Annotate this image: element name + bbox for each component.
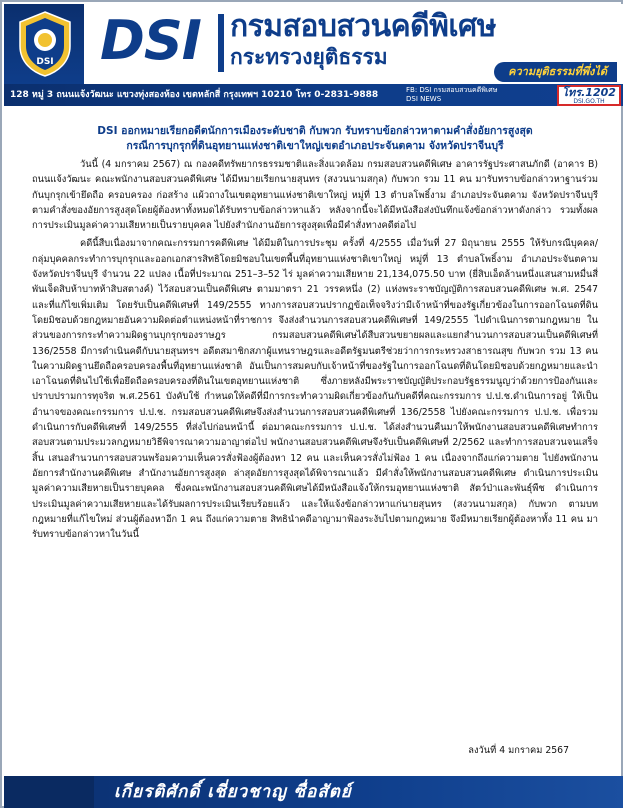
brand-name: DSI (100, 9, 201, 72)
dsi-emblem-icon (14, 10, 76, 78)
website-link[interactable]: DSI.GO.TH (573, 98, 605, 105)
article-headline (32, 124, 598, 154)
dateline: ลงวันที่ 4 มกราคม 2567 (468, 745, 569, 756)
headline-line-2: กรณีการบุกรุกที่ดินอุทยานแห่งชาติเขาใหญ่เขตอำเภอประจันตคาม จังหวัดปราจีนบุรี (126, 140, 504, 152)
facebook-link[interactable]: FB: DSI กรมสอบสวนคดีพิเศษ (406, 86, 498, 94)
footer-motto: เกียรติศักดิ์ เชี่ยวชาญ ซื่อสัตย์ (114, 782, 352, 802)
slogan-banner: ความยุติธรรมที่พึ่งได้ (494, 62, 617, 82)
letterhead (4, 4, 623, 84)
ministry-name: กระทรวงยุติธรรม (230, 45, 388, 69)
paragraph-2: คดีนี้สืบเนื่องมาจากคณะกรรมการคดีพิเศษ ได้มีมติในการประชุม ครั้งที่ 4/2555 เมื่อวันที่ 27 มิถุนายน 2555 ให้รับกรณีบุคคล/กลุ่มบุคคลกระทำการบุกรุกและออกเอกสารสิทธิโดยมิชอบในเขตพื้นที่อุทยานแห่งชาติเขาใหญ่ หมู่ที่ 13 ตำบลโพธิ์งาม อำเภอประจันตคาม จังหวัดปราจีนบุรี จำนวน 22 แปลง เนื้อที่ประมาณ 251–3–52 ไร่ มูลค่าความเสียหาย 21,134,075.50 บาท (ยี่สิบเอ็ดล้านหนึ่งแสนสามหมื่นสี่พันเจ็ดสิบห้าบาทห้าสิบสตางค์) ไว้สอบสวนเป็นคดีพิเศษ ตามมาตรา 21 วรรคหนึ่ง (2) แห่งพระราชบัญญัติการสอบสวนคดีพิเศษ พ.ศ. 2547 และที่แก้ไขเพิ่มเติม โดยรับเป็นคดีพิเศษที่ 149/2555 ทางการสอบสวนปรากฏข้อเท็จจริงว่ามีเจ้าหน้าที่ของรัฐเกี่ยวข้องในการออกโฉนดที่ดินโดยมิชอบด้วยกฎหมายอันความผิดต่อตำแหน่งหน้าที่ราชการ จึงส่งสำนวนการสอบสวนคดีพิเศษที่ 149/2555 ไปดำเนินการตามกฎหมาย ในส่วนของการกระทำความผิดฐานบุกรุกของราษฎร กรมสอบสวนคดีพิเศษได้สืบสวนขยายผลและแยกสำนวนการสอบสวนเป็นคดีพิเศษที่ 136/2558 มีการดำเนินคดีกับนายสุนทรฯ อดีตสมาชิกสภาผู้แทนราษฎรและอดีตรัฐมนตรีช่วยว่าการกระทรวงสาธารณสุข กับพวก รวม 13 คน ในความผิดฐานยึดถือครอบครองพื้นที่อุทยานแห่งชาติ อันเป็นการสมคบกับเจ้าหน้าที่ของรัฐในการออกโฉนดที่ดินโดยมิชอบด้วยกฎหมายและนำเอาโฉนดที่ดินไปใช้เพื่อยึดถือครอบครองที่ดินในเขตอุทยานแห่งชาติ ซึ่งภายหลังมีพระราชบัญญัติประกอบรัฐธรรมนูญว่าด้วยการป้องกันและปราบปรามการทุจริต พ.ศ.2561 บังคับใช้ กำหนดให้คดีที่มีการกระทำความผิดเกี่ยวข้องกันกับคดีที่คณะกรรมการ ป.ป.ช.ดำเนินการอยู่ ให้เป็นอำนาจของคณะกรรมการ ป.ป.ช. กรมสอบสวนคดีพิเศษจึงส่งสำนวนการสอบสวนคดีพิเศษที่ 136/2558 ไปยังคณะกรรมการ ป.ป.ช. เพื่อรวมดำเนินการกับคดีพิเศษที่ 149/2555 ที่ส่งไปก่อนหน้านี้ ต่อมาคณะกรรมการ ป.ป.ช. ได้ส่งสำนวนคืนมาให้พนักงานสอบสวนคดีพิเศษทำการสอบสวนตามประมวลกฎหมายวิธีพิจารณาความอาญาต่อไป พนักงานสอบสวนคดีพิเศษจึงรับเป็นคดีพิเศษที่ 2/2562 และทำการสอบสวนจนเสร็จสิ้น เสนอสำนวนการสอบสวนพร้อมความเห็นควรสั่งฟ้องผู้ต้องหา 12 คน และเห็นควรสั่งไม่ฟ้อง 1 คน เนื่องจากถึงแก่ความตาย ไปยังพนักงานอัยการสำนักงานคดีพิเศษ สำนักงานอัยการสูงสุด ล่าสุดอัยการสูงสุดได้พิจารณาแล้ว มีคำสั่งให้พนักงานสอบสวนคดีพิเศษ ดำเนินการประเมินมูลค่าความเสียหายเป็นรายบุคคล ซึ่งคณะพนักงานสอบสวนคดีพิเศษได้มีหนังสือแจ้งให้กรมอุทยานแห่งชาติ สัตว์ป่าและพันธุ์พืช ดำเนินการประเมินมูลค่าความเสียหายและได้รับผลการประเมินเรียบร้อยแล้ว และให้แจ้งข้อกล่าวหาแก่นายสุนทร (สงวนนามสกุล) กับพวก ตามบทกฎหมายที่แก้ไขใหม่ ส่วนผู้ต้องหาอีก 1 คน ถึงแก่ความตาย สิทธินำคดีอาญามาฟ้องระงับไปตามกฎหมาย จึงมีหมายเรียกผู้ต้องหาทั้ง 11 คน มารับทราบข้อกล่าวหาในวันนี้ (32, 238, 598, 541)
article-body (32, 124, 598, 542)
department-name: กรมสอบสวนคดีพิเศษ (230, 9, 496, 44)
social-links (406, 86, 497, 104)
news-link[interactable]: DSI NEWS (406, 95, 442, 103)
footer-accent (4, 776, 94, 808)
emblem-caption: DSI (36, 57, 54, 67)
hotline-number: โทร.1202 (562, 86, 616, 99)
header-divider (218, 14, 224, 72)
paragraph-1: วันนี้ (4 มกราคม 2567) ณ กองคดีทรัพยากรธรรมชาติและสิ่งแวดล้อม กรมสอบสวนคดีพิเศษ อาคารรัฐประศาสนภักดี (อาคาร B) ถนนแจ้งวัฒนะ คณะพนักงานสอบสวนคดีพิเศษ ได้มีหมายเรียกนายสุนทร (สงวนนามสกุล) กับพวก รวม 11 คน มารับทราบข้อกล่าวหาฐานร่วมกันบุกรุกเข้ายึดถือ ครอบครอง ก่อสร้าง แผ้วถางในเขตอุทยานแห่งชาติเขาใหญ่ หมู่ที่ 13 ตำบลโพธิ์งาม อำเภอประจันตคาม จังหวัดปราจีนบุรี ตามคำสั่งของอัยการสูงสุดโดยผู้ต้องหาทั้งหมดได้รับทราบข้อกล่าวหาแล้ว หลังจากนี้จะได้มีหนังสือส่งบันทึกแจ้งข้อกล่าวหาดังกล่าว รวมทั้งผลการประเมินมูลค่าความเสียหายเป็นรายบุคคล ไปยังสำนักงานอัยการสูงสุดเพื่อมีคำสั่งทางคดีต่อไป (32, 159, 598, 232)
hotline-badge (557, 85, 621, 106)
address-bar (4, 84, 623, 106)
footer-bar (4, 776, 623, 808)
headline-line-1: DSI ออกหมายเรียกอดีตนักการเมืองระดับชาติ กับพวก รับทราบข้อกล่าวหาตามคำสั่งอัยการสูงสุด (97, 125, 533, 137)
logo-panel (4, 4, 84, 84)
office-address: 128 หมู่ 3 ถนนแจ้งวัฒนะ แขวงทุ่งสองห้อง เขตหลักสี่ กรุงเทพฯ 10210 โทร 0-2831-9888 (10, 90, 379, 100)
